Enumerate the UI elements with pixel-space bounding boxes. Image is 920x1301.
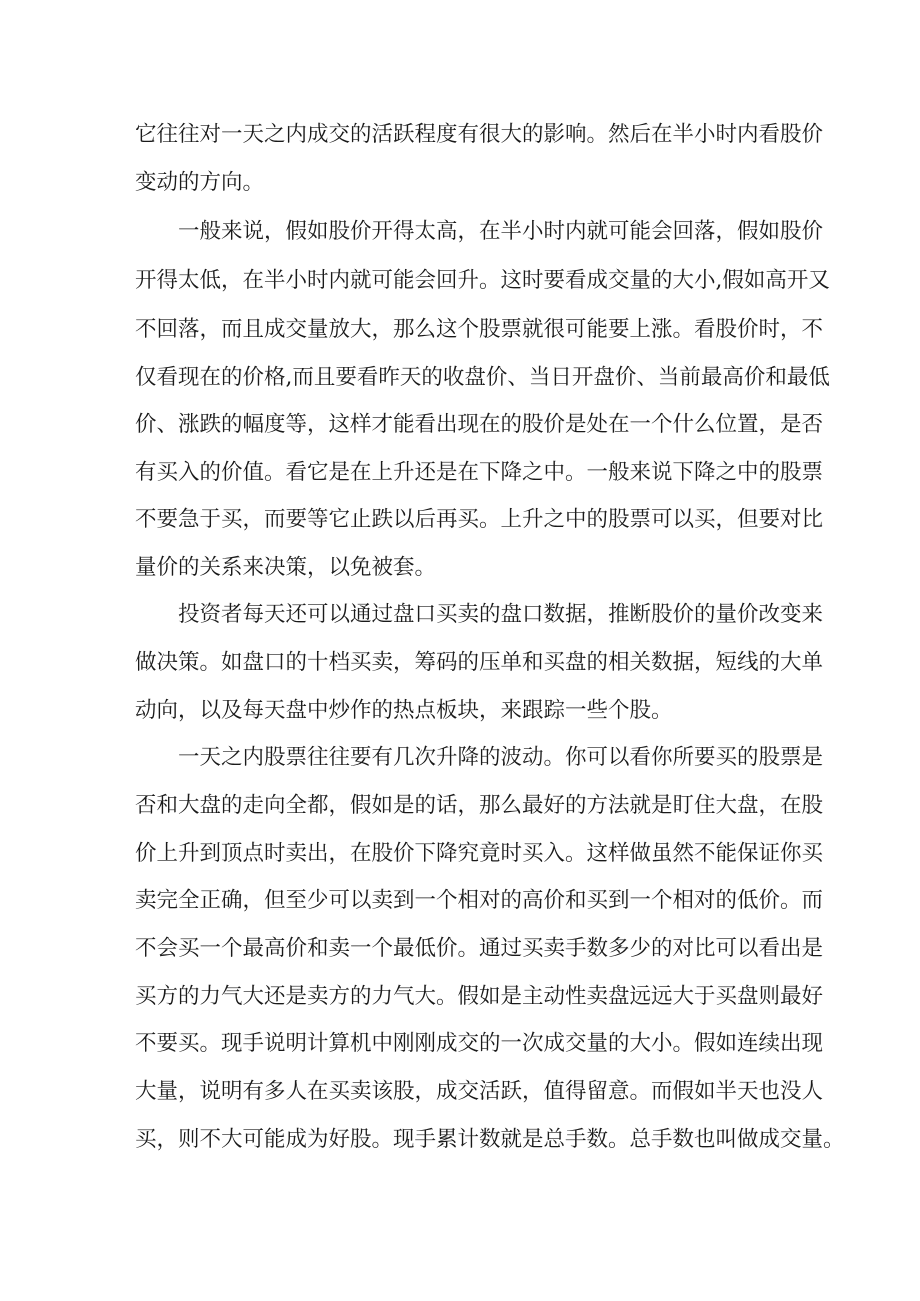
text-line-7: 价、涨跌的幅度等，这样才能看出现在的股价是处在一个什么位置，是否	[135, 412, 824, 437]
text-line-5: 不回落，而且成交量放大，那么这个股票就很可能要上涨。看股价时，不	[135, 317, 824, 342]
text-line-19: 买方的力气大还是卖方的力气大。假如是主动性卖盘远远大于买盘则最好	[135, 984, 824, 1009]
text-line-1: 它往往对一天之内成交的活跃程度有很大的影响。然后在半小时内看股价	[135, 122, 824, 147]
text-line-18: 不会买一个最高价和卖一个最低价。通过买卖手数多少的对比可以看出是	[135, 936, 824, 961]
text-line-14: 一天之内股票往往要有几次升降的波动。你可以看你所要买的股票是	[178, 745, 824, 770]
text-line-2: 变动的方向。	[135, 170, 265, 195]
text-line-22: 买，则不大可能成为好股。现手累计数就是总手数。总手数也叫做成交量。	[135, 1127, 845, 1152]
text-line-3: 一般来说，假如股价开得太高，在半小时内就可能会回落，假如股价	[178, 219, 824, 244]
text-line-4: 开得太低，在半小时内就可能会回升。这时要看成交量的大小,假如高开又	[135, 268, 830, 293]
text-line-17: 卖完全正确，但至少可以卖到一个相对的高价和买到一个相对的低价。而	[135, 888, 824, 913]
text-line-6: 仅看现在的价格,而且要看昨天的收盘价、当日开盘价、当前最高价和最低	[135, 365, 830, 390]
text-line-12: 做决策。如盘口的十档买卖，筹码的压单和买盘的相关数据，短线的大单	[135, 650, 824, 675]
text-line-20: 不要买。现手说明计算机中刚刚成交的一次成交量的大小。假如连续出现	[135, 1031, 824, 1056]
text-line-8: 有买入的价值。看它是在上升还是在下降之中。一般来说下降之中的股票	[135, 460, 824, 485]
text-line-9: 不要急于买，而要等它止跌以后再买。上升之中的股票可以买，但要对比	[135, 507, 824, 532]
text-line-10: 量价的关系来决策，以免被套。	[135, 555, 437, 580]
text-line-13: 动向，以及每天盘中炒作的热点板块，来跟踪一些个股。	[135, 698, 673, 723]
text-line-21: 大量，说明有多人在买卖该股，成交活跃，值得留意。而假如半天也没人	[135, 1079, 824, 1104]
text-line-16: 价上升到顶点时卖出，在股价下降究竟时买入。这样做虽然不能保证你买	[135, 841, 824, 866]
text-line-15: 否和大盘的走向全都，假如是的话，那么最好的方法就是盯住大盘，在股	[135, 793, 824, 818]
text-line-11: 投资者每天还可以通过盘口买卖的盘口数据，推断股价的量价改变来	[178, 602, 824, 627]
